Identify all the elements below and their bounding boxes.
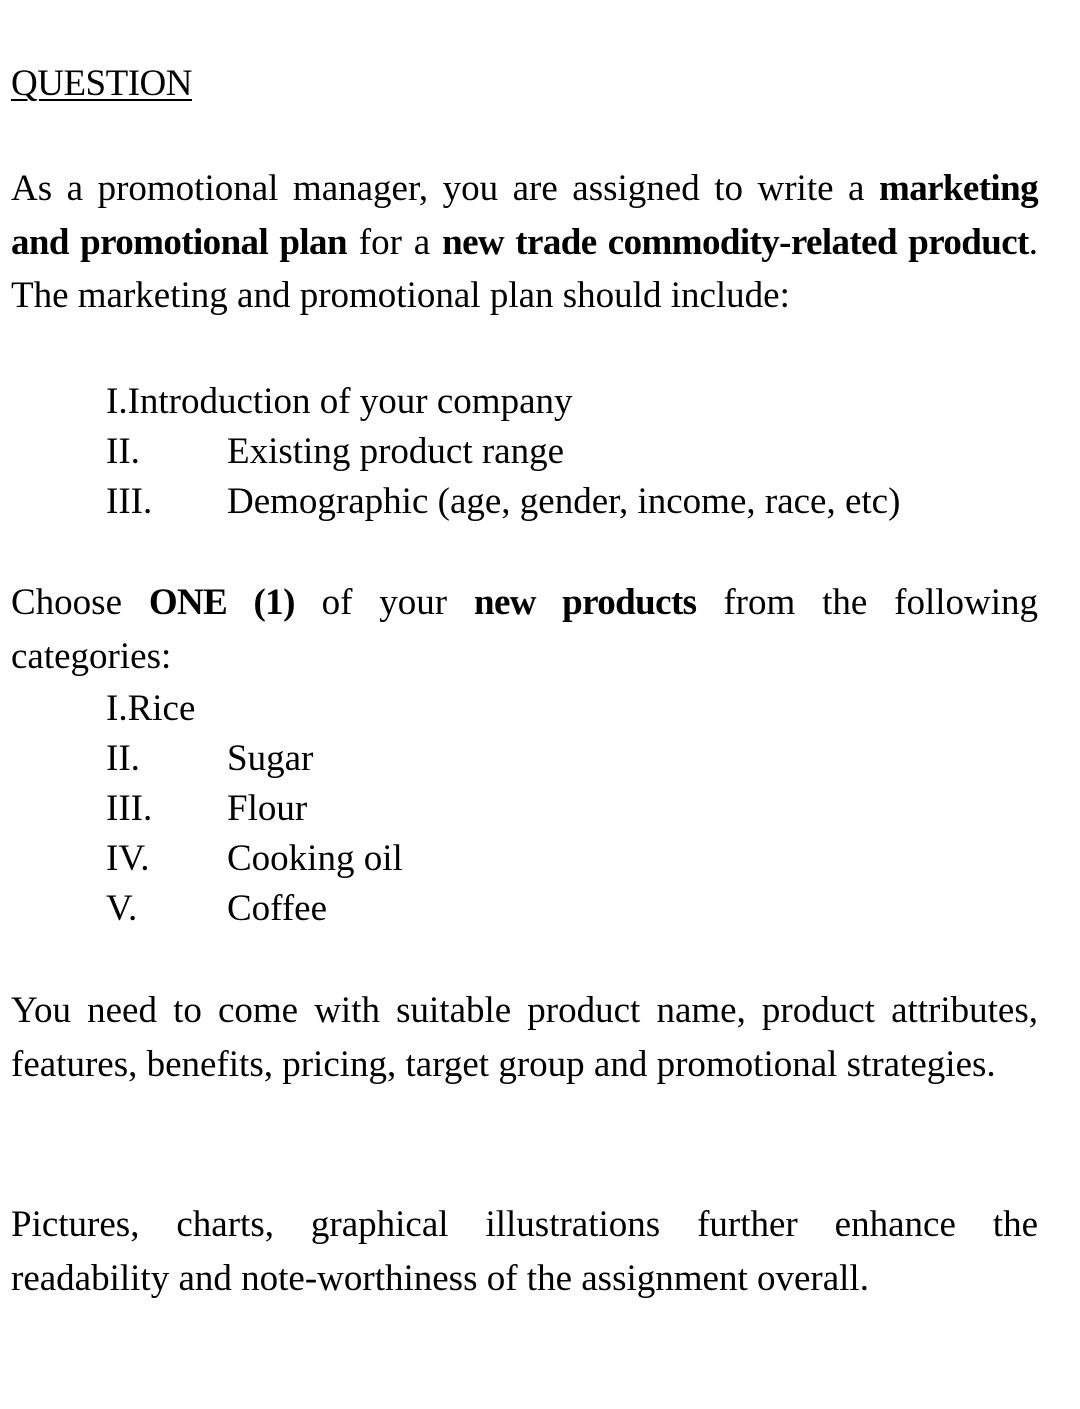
para2-bold-1: ONE (1) (148, 582, 295, 623)
list-item-number: II. (106, 738, 140, 779)
para1-text-3: . The marketing and promotional plan should include: (11, 221, 1038, 317)
list-item (106, 784, 403, 834)
list-item (106, 377, 900, 427)
choose-product-paragraph (11, 576, 1038, 683)
list-item-number: II. (106, 431, 140, 472)
list-item-number: I. (106, 381, 128, 422)
para2-text-2: of your (294, 582, 474, 623)
list-item-text: Cooking oil (227, 838, 403, 879)
list-item-text: Existing product range (227, 431, 565, 472)
list-item (106, 477, 900, 527)
requirements-paragraph: You need to come with suitable product name, product attributes, features, benefits, pricing, target group and promotional strategies. (11, 990, 1038, 1085)
list-item-text: Flour (227, 788, 308, 829)
para2-text-1: Choose (11, 582, 149, 623)
list-item-number: I. (106, 688, 128, 729)
list-item-text: Sugar (227, 738, 314, 779)
list-item (106, 884, 403, 934)
list-item-text: Demographic (age, gender, income, race, etc) (227, 481, 901, 522)
plan-contents-list (106, 377, 900, 527)
para1-bold-1: marketing and promotional plan (11, 168, 1038, 263)
list-item-text: Coffee (227, 888, 327, 929)
list-item-text: Rice (127, 688, 196, 729)
list-item (106, 834, 403, 884)
list-item-number: IV. (106, 838, 150, 879)
enhancement-paragraph: Pictures, charts, graphical illustrations further enhance the readability and note-worthiness of the assignment overall. (11, 1204, 1038, 1299)
assignment-paragraph (11, 162, 1038, 323)
para1-text-2: for a (346, 221, 443, 263)
para2-bold-2: new products (473, 582, 697, 623)
product-categories-list (106, 684, 403, 934)
para1-text-1: As a promotional manager, you are assigned to write a (11, 168, 879, 209)
list-item-number: III. (106, 481, 153, 522)
question-heading: QUESTION (11, 63, 192, 104)
list-item (106, 684, 403, 734)
para2-text-3: from the following categories: (11, 582, 1039, 677)
list-item-text: Introduction of your company (127, 381, 573, 422)
para1-bold-2: new trade commodity-related product (442, 221, 1029, 263)
list-item-number: III. (106, 788, 153, 829)
list-item (106, 734, 403, 784)
list-item (106, 427, 900, 477)
list-item-number: V. (106, 888, 138, 929)
